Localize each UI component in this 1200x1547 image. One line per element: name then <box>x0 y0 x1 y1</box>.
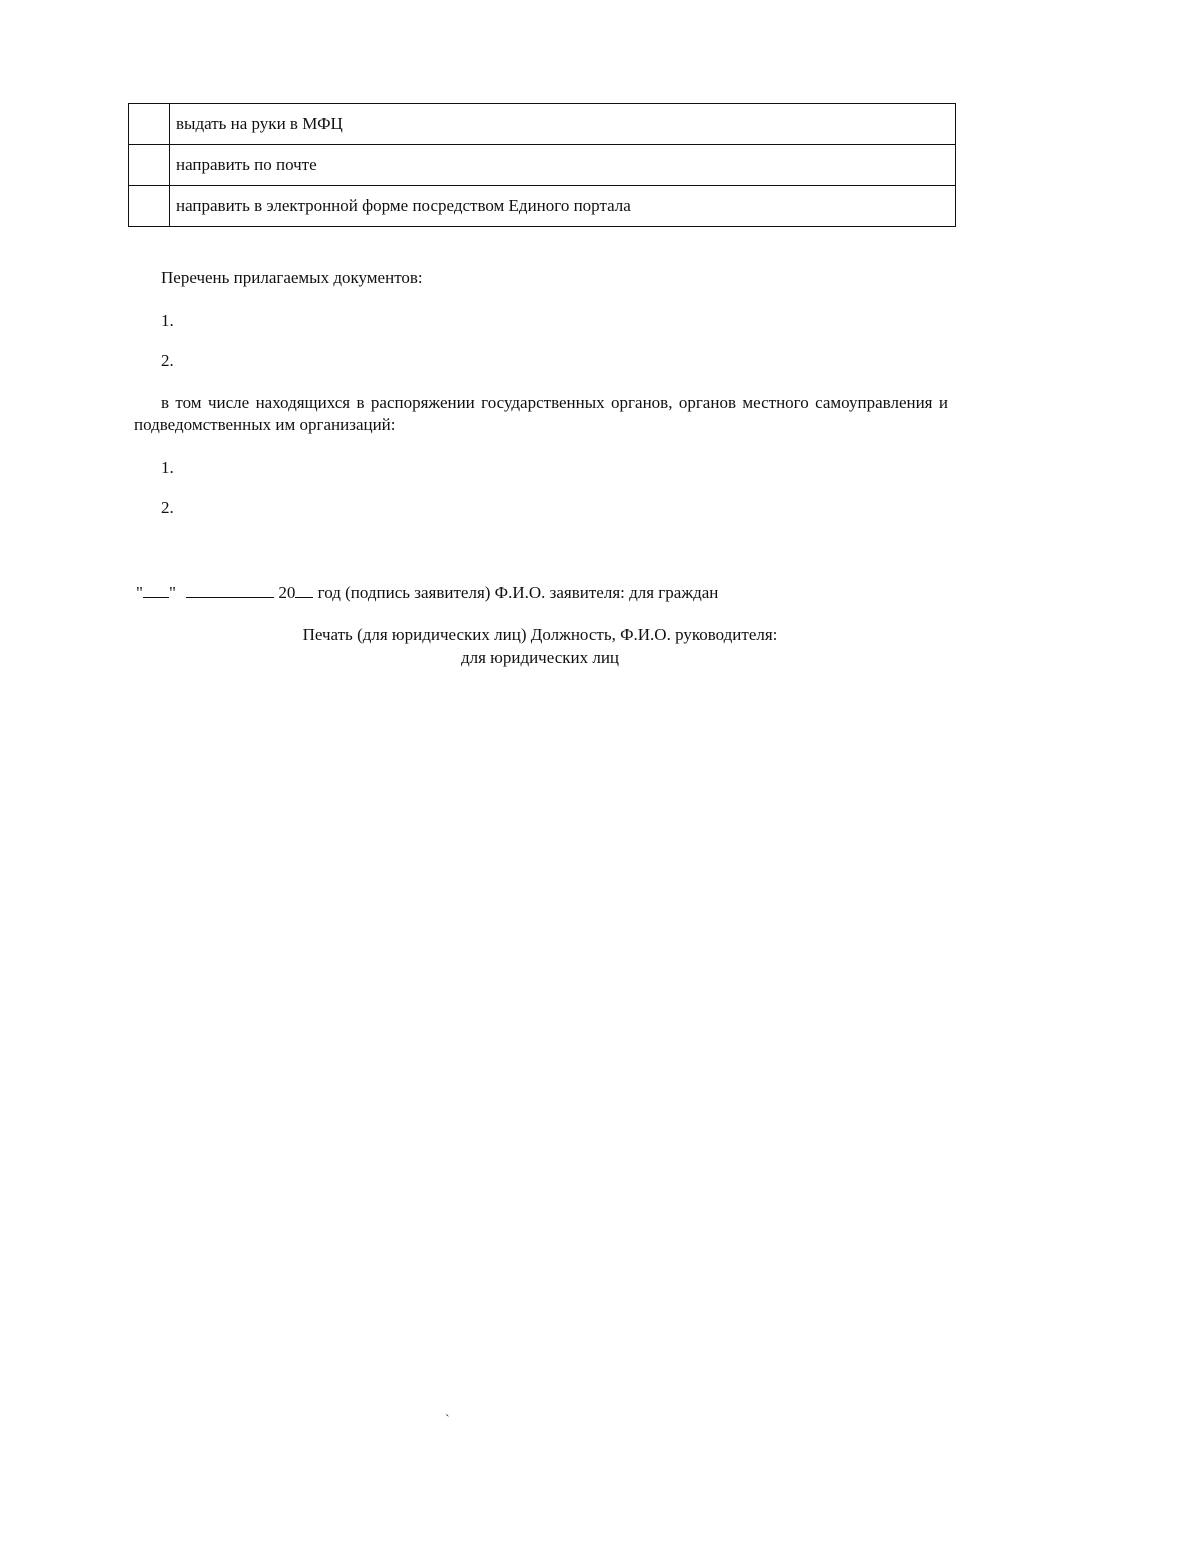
day-blank[interactable] <box>143 581 169 598</box>
signature-line <box>136 581 718 604</box>
documents-list-item: 2. <box>161 351 174 370</box>
year-prefix: 20 <box>278 583 296 602</box>
government-docs-list-item: 2. <box>161 498 174 517</box>
delivery-option-checkbox[interactable] <box>129 186 170 227</box>
legal-entity-line-1: Печать (для юридических лиц) Должность, Ф.И.О. руководителя: <box>302 625 778 644</box>
date-quote-close: " <box>168 583 176 602</box>
date-quote-open: " <box>136 583 143 602</box>
delivery-option-label: направить по почте <box>170 145 956 186</box>
delivery-option-label: выдать на руки в МФЦ <box>170 104 956 145</box>
year-blank[interactable] <box>295 581 313 598</box>
documents-heading: Перечень прилагаемых документов: <box>161 268 423 287</box>
stray-mark: ` <box>445 1413 450 1428</box>
delivery-option-checkbox[interactable] <box>129 104 170 145</box>
month-blank[interactable] <box>186 581 274 598</box>
documents-list-item: 1. <box>161 311 174 330</box>
delivery-option-row <box>129 145 956 186</box>
delivery-options-table <box>128 103 956 227</box>
government-docs-paragraph: в том числе находящихся в распоряжении государственных органов, органов местного самоуправления и подведомственных им организаций: <box>134 393 948 434</box>
delivery-option-row <box>129 186 956 227</box>
legal-entity-line-2: для юридических лиц <box>460 648 620 667</box>
delivery-option-row <box>129 104 956 145</box>
government-docs-list-item: 1. <box>161 458 174 477</box>
signature-text: год (подпись заявителя) Ф.И.О. заявителя: для граждан <box>317 583 719 602</box>
delivery-option-checkbox[interactable] <box>129 145 170 186</box>
delivery-option-label: направить в электронной форме посредством Единого портала <box>170 186 956 227</box>
